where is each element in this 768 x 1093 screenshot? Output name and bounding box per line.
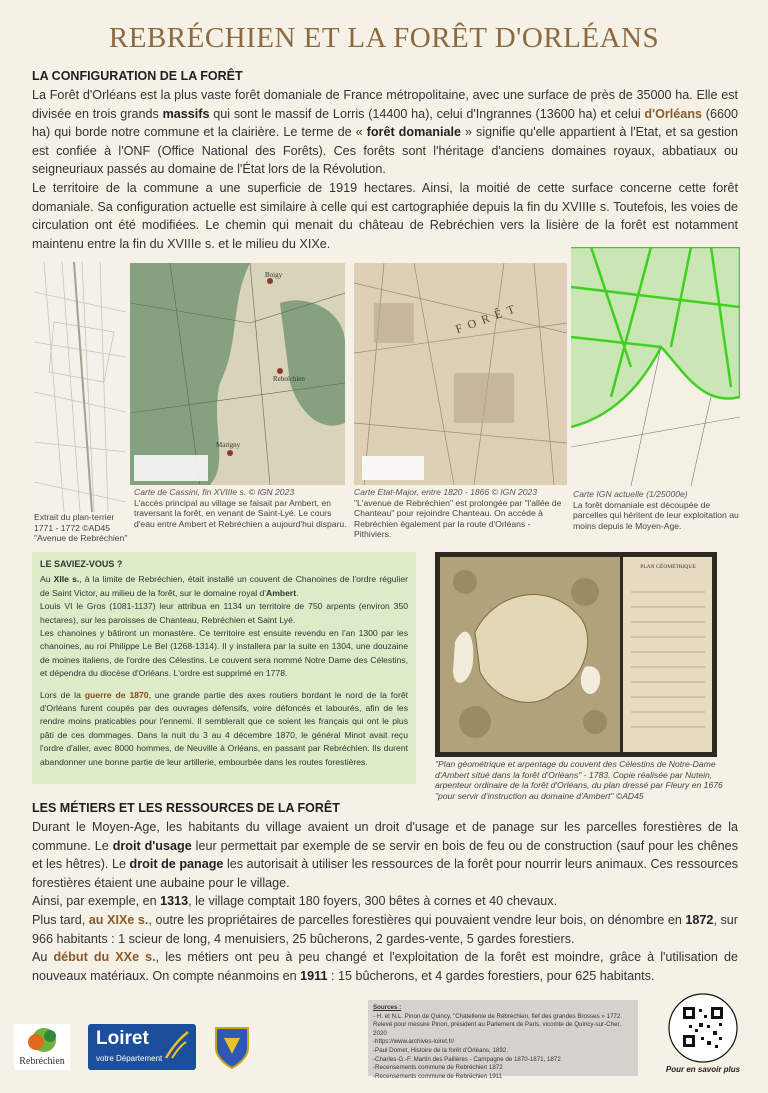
section-heading-configuration: LA CONFIGURATION DE LA FORÊT [32, 69, 243, 83]
plan-celestins-image [435, 552, 717, 757]
plan-terrier-caption: Extrait du plan-terrier 1771 - 1772 ©AD45 "Avenue de Rebréchien" [34, 512, 128, 544]
sources-heading: Sources : [373, 1004, 402, 1011]
etat-major-caption: Carte Etat-Major, entre 1820 - 1866 © IGN 2023 "L'avenue de Rebréchien" est prolongée par "l'allée de Chanteau" pour rejoindre Chanteau. On accède à Rebréchien également par la route d'Orléans - Pithiviers. [354, 487, 562, 540]
source-item: -https://www.archives-loiret.fr/ [373, 1038, 455, 1046]
coat-of-arms-logo [212, 1024, 252, 1070]
source-item: - H. et N.L. Pinon de Quincy, "Chatellenie de Rébréchien, fief des grandes Brosses » 1772. [373, 1012, 623, 1020]
etat-major-label-foret: FORÊT [453, 299, 523, 337]
plan-legend-title: PLAN GÉOMÉTRIQUE [640, 564, 696, 570]
rebrechien-logo-text: Rebréchien [19, 1056, 65, 1067]
source-item: -Paul Domet, Histoire de la forêt d'Orléans, 1892. [373, 1046, 508, 1054]
loiret-logo [88, 1024, 196, 1070]
qr-code[interactable] [667, 993, 739, 1063]
source-item: -Charles-G.-F. Martin des Pallières - Campagne de 1870-1871, 1872 [373, 1055, 561, 1063]
cassini-label-boigy: Boigy [265, 271, 283, 279]
cassini-map [130, 263, 345, 485]
cassini-label-rebrechien: Rebréchien [273, 375, 305, 383]
cassini-caption: Carte de Cassini, fin XVIIIe s. © IGN 2023 L'accès principal au village se faisait par Ambert, en traversant la forêt, en venant de Saint-Lyé. Le cours d'eau entre Ambert et Rebréchien a aujourd'hui disparu. [134, 487, 347, 529]
saviez-vous-box [32, 552, 416, 784]
section-heading-metiers: LES MÉTIERS ET LES RESSOURCES DE LA FORÊT [32, 801, 340, 815]
source-item: -Recensements commune de Rebréchien 1872 [373, 1064, 503, 1072]
loiret-logo-sub: votre Département [96, 1054, 163, 1063]
saviez-vous-p1: Au XIIe s., à la limite de Rebréchien, était installé un couvent de Chanoines de l'ordre régulier de Saint Victor, au milieu de la forêt, sur le domaine royal d'Ambert. Louis VI le Gros (1081-1137) leur attribua en 1134 un territoire de 750 arpents (environ 350 hectares), sur les paroisses de Chanteau, Rebréchien et Saint Lyé. Les chanoines y bâtiront un monastère. Ce territoire est ensuite revendu en l'an 1300 par les chanoines, au roi Philippe Le Bel (1268-1314). Il y installera par la suite en 1304, une douzaine de moines italiens, de l'ordre des Célestins. Le couvent sera nommé Notre Dame des Célestins, et dépendra du diocèse d'Orléans. L'ordre est supprimé en 1778. [40, 574, 409, 679]
source-item: Relevé pour messire Pinon, président au Parlement de Paris, vicomte de Quincy-sur-Cher, 2020 [373, 1021, 621, 1037]
saviez-vous-heading: LE SAVIEZ-VOUS ? [40, 559, 123, 569]
sources-box [368, 1000, 638, 1080]
etat-major-map [354, 263, 567, 485]
rebrechien-logo [14, 1024, 70, 1070]
ign-map [571, 247, 740, 486]
ign-caption: Carte IGN actuelle (1/25000e) La forêt domaniale est découpée de parcelles qui héritent de leur exploitation au moins depuis le Moyen-Age. [573, 489, 739, 531]
plan-terrier-map [34, 262, 126, 512]
cassini-label-marigny: Marigny [216, 441, 241, 449]
qr-code-caption: Pour en savoir plus [665, 1065, 741, 1074]
loiret-logo-name: Loiret [96, 1028, 149, 1049]
page-title: REBRÉCHIEN ET LA FORÊT D'ORLÉANS [108, 22, 660, 54]
source-item: -Recensements commune de Rebréchien 1911 [373, 1072, 503, 1080]
plan-celestins-caption: "Plan géométrique et arpentage du couvent des Célestins de Notre-Dame d'Ambert situé dans la forêt d'Orléans" - 1783. Copie réalisée par Nutein, arpenteur ordinaire de la forêt d'Orléans, du plan dressé par Fleury en 1676 "pour servir d'instruction au domaine d'Ambert" ©AD45 [435, 759, 723, 801]
section-metiers-text: Durant le Moyen-Age, les habitants du village avaient un droit d'usage et de panage sur les parcelles forestières de la commune. Le droit d'usage leur permettait par exemple de se servir en bois de feu ou de construction (sauf pour les chênes et les hêtres). Le droit de panage les autorisait à utiliser les ressources de la forêt pour nourrir leurs animaux. Ces ressources forestières étaient une aubaine pour le village. Ainsi, par exemple, en 1313, le village comptait 180 foyers, 300 bêtes à cornes et 40 chevaux. Plus tard, au XIXe s., outre les propriétaires de parcelles forestières qui pouvaient vendre leur bois, on dénombre en 1872, sur 966 habitants : 1 scieur de long, 4 menuisiers, 25 bûcherons, 2 gardes-vente, 5 gardes forestiers. Au début du XXe s., les métiers ont peu à peu changé et l'exploitation de la forêt est moindre, grâce à l'utilisation de nouveaux matériaux. On compte néanmoins en 1911 : 15 bûcherons, et 4 gardes forestiers, pour 625 habitants. [32, 820, 739, 983]
saviez-vous-p2: Lors de la guerre de 1870, une grande partie des axes routiers bordant le nord de la forêt d'Orléans furent coupés par des ouvrages défensifs, voire défoncés et labourés, afin de les rendre moins praticables pour l'ennemi. Il semblerait que ce soient les français qui ont le plus pâti de ces dommages. Dans la nuit du 3 au 4 décembre 1870, le général Minot avait reçu l'ordre d'aller, avec 8000 hommes, de Neuville à Orléans, en passant par Rebréchien. Ils durent abandonner une bonne partie de leur artillerie, embourbée dans les routes forestières. [40, 689, 408, 767]
section-configuration-text: La Forêt d'Orléans est la plus vaste forêt domaniale de France métropolitaine, avec une surface de près de 35000 ha. Elle est divisée en trois grands massifs qui sont le massif de Lorris (14400 ha), celui d'Ingrannes (13600 ha) et celui d'Orléans (6600 ha) qui borde notre commune et la clairière. Le terme de « forêt domaniale » signifie qu'elle appartient à l'Etat, et sa gestion est confiée à l'ONF (Office National des Forêts). Ces forêts sont l'héritage d'anciens domaines royaux, abbatiaux ou seigneuriaux passés au domaine de l'État lors de la Révolution. Le territoire de la commune a une superficie de 1919 hectares. Ainsi, la moitié de cette surface concerne cette forêt domaniale. Sa configuration actuelle est similaire à celle qui est cartographiée depuis la fin du XVIIIe s. Toutefois, les voies de circulation ont été modifiées. Le chemin qui menait du château de Rebréchien vers la lisière de la forêt est notamment maintenu entre la fin du XVIIIe s. et le milieu du XIXe. [32, 88, 739, 251]
